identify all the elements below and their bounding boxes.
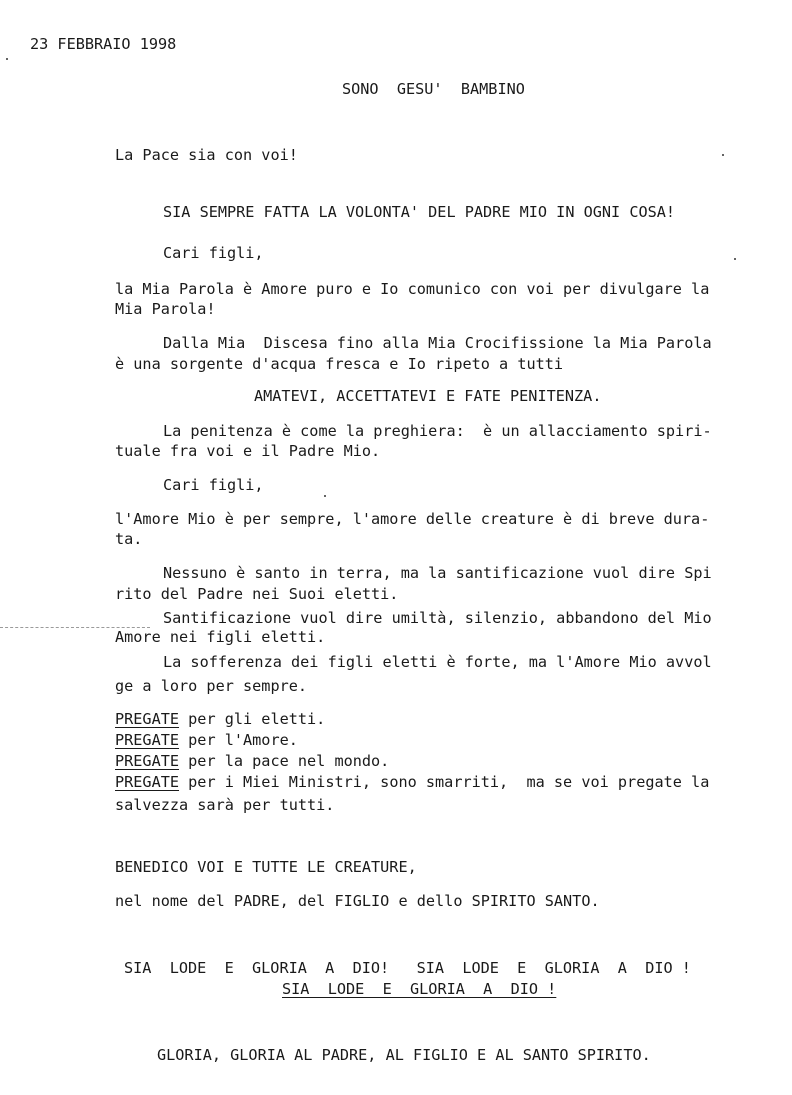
blessing-line: BENEDICO VOI E TUTTE LE CREATURE, — [115, 858, 417, 876]
speck — [734, 258, 736, 260]
lode-line-1: SIA LODE E GLORIA A DIO! SIA LODE E GLORIA A DIO ! — [124, 959, 691, 977]
paragraph-2-line-1: Dalla Mia Discesa fino alla Mia Crocifissione la Mia Parola — [163, 334, 712, 352]
pray-line-2 — [115, 730, 298, 750]
pray-line-3 — [115, 751, 389, 771]
paragraph-3-line-1: La penitenza è come la preghiera: è un allacciamento spiri- — [163, 422, 712, 440]
pray-word: PREGATE — [115, 731, 180, 749]
pray-line-4 — [115, 772, 709, 792]
amatevi-line: AMATEVI, ACCETTATEVI E FATE PENITENZA. — [254, 387, 602, 405]
name-line: nel nome del PADRE, del FIGLIO e dello SPIRITO SANTO. — [115, 892, 600, 910]
pray-text: per l'Amore. — [179, 731, 298, 749]
paragraph-7-line-2: ge a loro per sempre. — [115, 677, 308, 695]
pray-text: per gli eletti. — [179, 710, 326, 728]
paragraph-3-line-2: tuale fra voi e il Padre Mio. — [115, 442, 381, 460]
salutation-1: Cari figli, — [163, 244, 264, 262]
salutation-2: Cari figli, — [163, 476, 264, 494]
paragraph-4-line-2: ta. — [115, 530, 143, 548]
paragraph-1-line-1: la Mia Parola è Amore puro e Io comunico con voi per divulgare la — [115, 280, 710, 298]
paragraph-5-line-2: rito del Padre nei Suoi eletti. — [115, 585, 399, 603]
speck — [324, 495, 326, 497]
pray-text: per la pace nel mondo. — [179, 752, 390, 770]
letter-title: SONO GESU' BAMBINO — [342, 80, 525, 98]
lode-line-2: SIA LODE E GLORIA A DIO ! — [282, 980, 557, 998]
pray-line-5: salvezza sarà per tutti. — [115, 796, 335, 814]
pray-word: PREGATE — [115, 773, 180, 791]
will-line: SIA SEMPRE FATTA LA VOLONTA' DEL PADRE MIO IN OGNI COSA! — [163, 203, 676, 221]
speck — [722, 154, 724, 156]
letter-date: 23 FEBBRAIO 1998 — [30, 35, 177, 53]
paragraph-5-line-1: Nessuno è santo in terra, ma la santificazione vuol dire Spi — [163, 564, 712, 582]
paragraph-1-line-2: Mia Parola! — [115, 300, 216, 318]
greeting: La Pace sia con voi! — [115, 146, 298, 164]
gloria-line: GLORIA, GLORIA AL PADRE, AL FIGLIO E AL SANTO SPIRITO. — [157, 1046, 651, 1064]
pray-line-1 — [115, 709, 325, 729]
pray-text: per i Miei Ministri, sono smarriti, ma se voi pregate la — [179, 773, 710, 791]
pray-word: PREGATE — [115, 752, 180, 770]
speck — [6, 58, 8, 60]
paragraph-4-line-1: l'Amore Mio è per sempre, l'amore delle creature è di breve dura- — [115, 510, 710, 528]
paragraph-2-line-2: è una sorgente d'acqua fresca e Io ripeto a tutti — [115, 355, 564, 373]
pray-word: PREGATE — [115, 710, 180, 728]
paragraph-6-line-2: Amore nei figli eletti. — [115, 628, 326, 646]
paragraph-7-line-1: La sofferenza dei figli eletti è forte, ma l'Amore Mio avvol — [163, 653, 712, 671]
paragraph-6-line-1: Santificazione vuol dire umiltà, silenzio, abbandono del Mio — [163, 609, 712, 627]
